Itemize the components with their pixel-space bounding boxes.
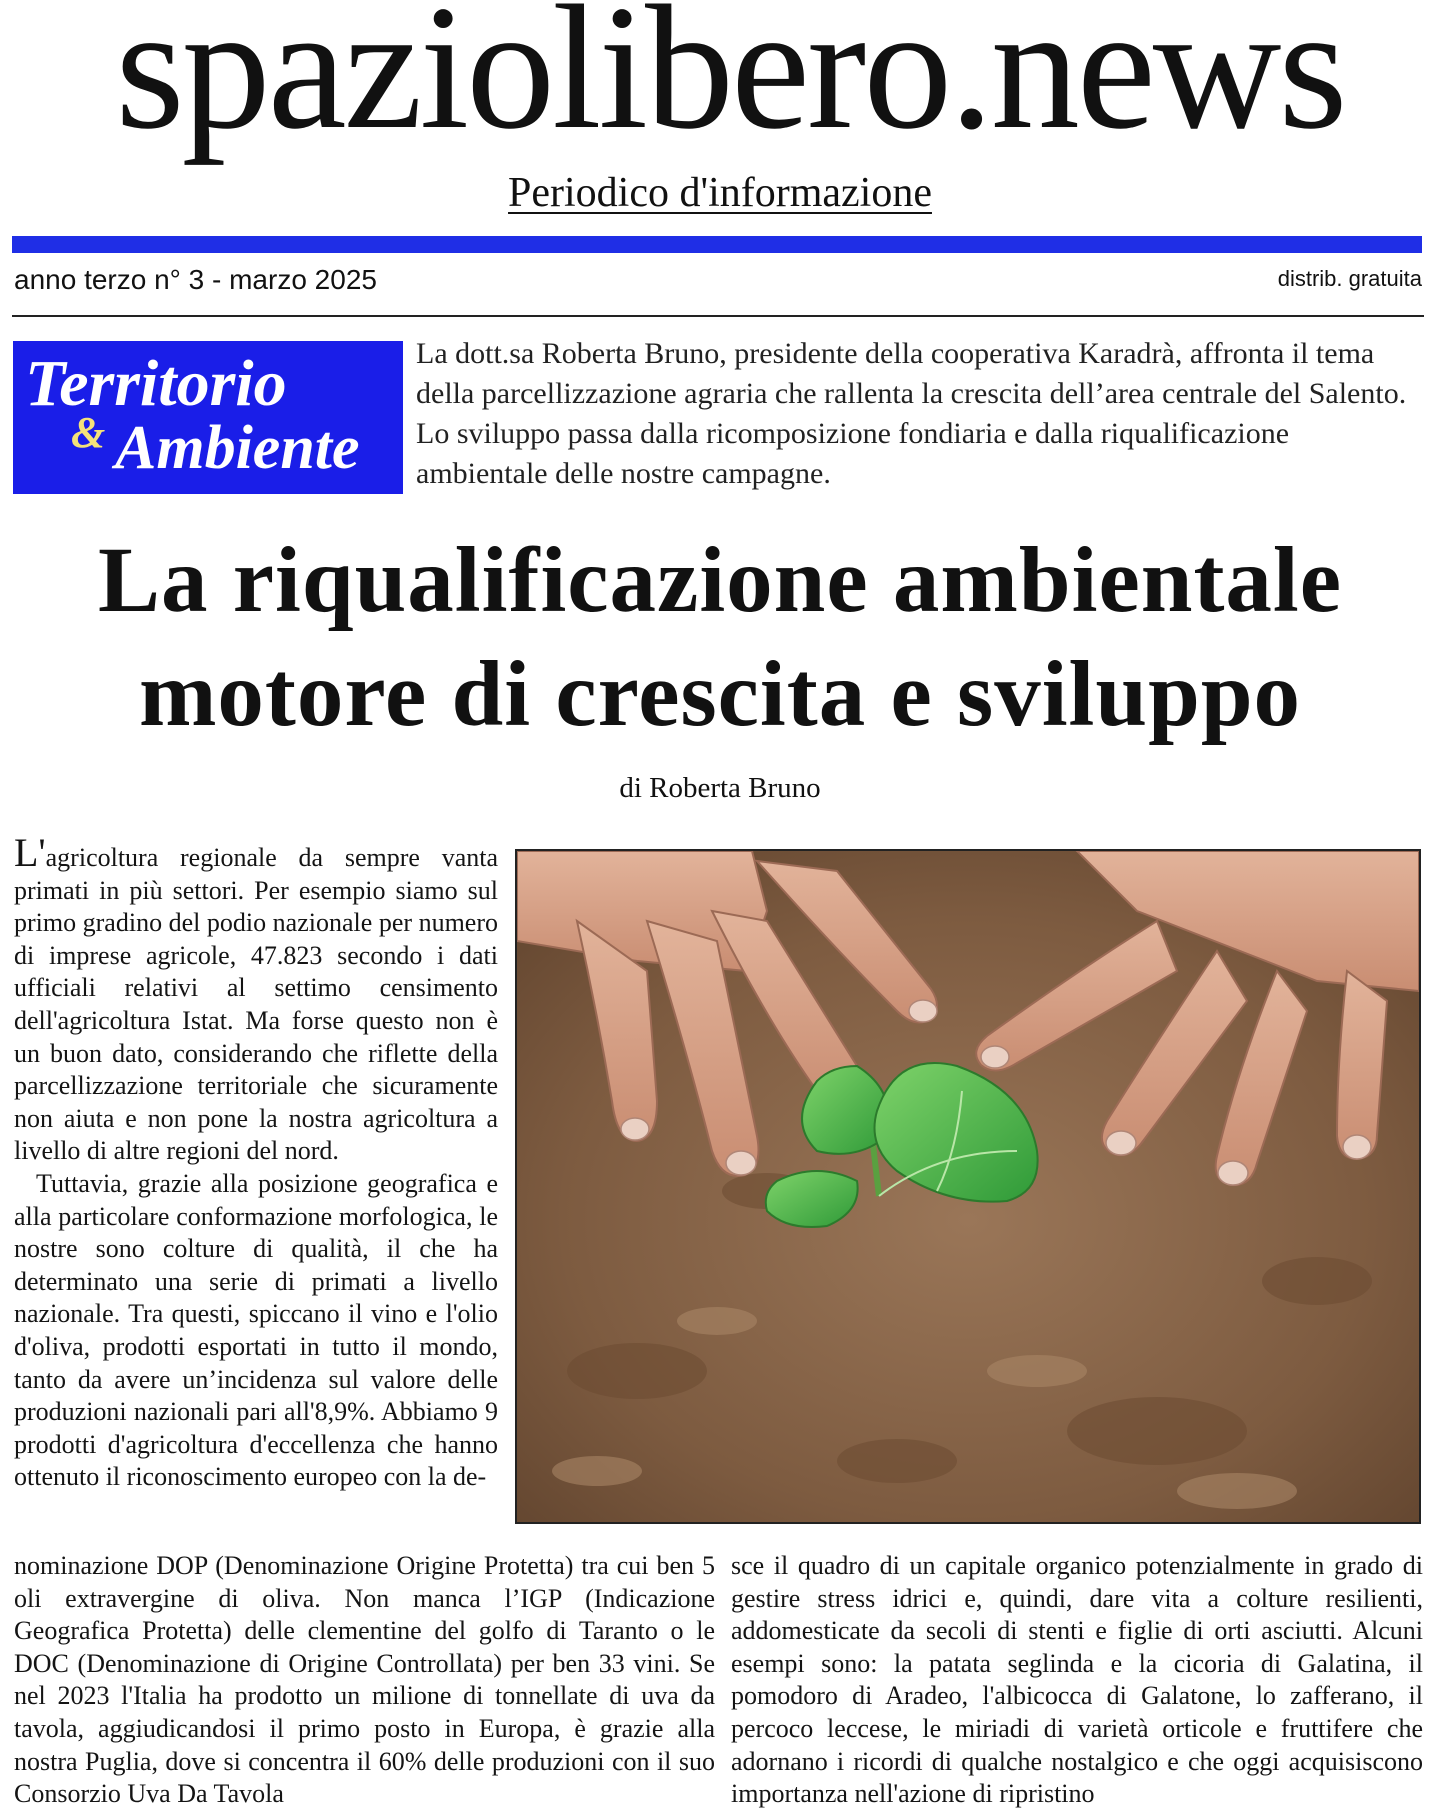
header-divider [12,315,1424,317]
newspaper-title: spaziolibero.news [115,0,1345,166]
article-column-bottom-right: sce il quadro di un capitale organico potenzialmente in grado di gestire stress idrici e, quindi, dare vita a colture resilienti, addomesticate da secoli di stenti e figlie di orti asciutti. Alcuni esempi sono: la patata seglinda e la cicoria di Galatina, il pomodoro di Aradeo, l'albicocca di Galatone, lo zafferano, il percoco leccese, le miriadi di varietà orticole e fruttifere che adornano i ricordi di qualche nostalgico e che oggi acquisiscono importanza nell'azione di ripristino [731,1551,1423,1809]
article-byline: di Roberta Bruno [619,772,821,804]
article-headline [0,524,1440,752]
article-column-left [14,830,498,1494]
paragraph-1 [14,830,498,1168]
section-tag [13,341,403,494]
article-column-bottom-left: nominazione DOP (Denominazione Origine Protetta) tra cui ben 5 oli extravergine di oliva. Non manca l’IGP (Indicazione Geografica Protetta) delle clementine del golfo di Taranto o le DOC (Denominazione di Origine Controllata) per ben 33 vini. Se nel 2023 l'Italia ha prodotto un milione di tonnellate di uva da tavola, aggiudicandosi il primo posto in Europa, è grazie alla nostra Puglia, dove si concentra il 60% delle produzioni con il suo Consorzio Uva Da Tavola [14,1551,715,1809]
headline-line-1: La riqualificazione ambientale [97,529,1343,632]
article-lead: La dott.sa Roberta Bruno, presidente della cooperativa Karadrà, affronta il tema della parcellizzazione agraria che rallenta la crescita dell’area centrale del Salento. Lo sviluppo passa dalla ricomposizione fondiaria e dalla riqualificazione ambientale delle nostre campagne. [416,337,1407,490]
article-photo [515,849,1421,1524]
section-tag-line1: Territorio [25,347,287,420]
masthead-blue-rule [12,236,1422,253]
newspaper-tagline [0,172,1440,214]
hands-planting-seedling-image [517,851,1419,1522]
paragraph-2: Tuttavia, grazie alla posizione geografica e alla particolare conformazione morfologica, le nostre sono colture di qualità, il che ha determinato una serie di primati a livello nazionale. Tra questi, spiccano il vino e l'olio d'oliva, prodotti esportati in tutto il mondo, tanto da avere un’incidenza sul valore delle produzioni nazionali pari all'8,9%. Abbiamo 9 prodotti d'agricoltura d'eccellenza che hanno ottenuto il riconoscimento europeo con la de- [14,1168,498,1492]
section-tag-ampersand: & [71,408,106,457]
drop-cap: L' [14,830,46,875]
issue-info: anno terzo n° 3 - marzo 2025 [14,264,377,295]
tagline-text: Periodico d'informazione [508,170,932,216]
distribution-info: distrib. gratuita [1277,266,1422,291]
section-tag-line2: Ambiente [115,414,360,482]
headline-line-2: motore di crescita e sviluppo [138,643,1302,746]
paragraph-1-text: agricoltura regionale da sempre vanta primati in più settori. Per esempio siamo sul primo gradino del podio nazionale per numero di imprese agricole, 47.823 secondo i dati ufficiali relativi al settimo censimento dell'agricoltura Istat. Ma forse questo non è un buon dato, considerando che riflette della parcellizzazione territoriale che sicuramente non aiuta e non pone la nostra agricoltura a livello di altre regioni del nord. [14,843,498,1166]
